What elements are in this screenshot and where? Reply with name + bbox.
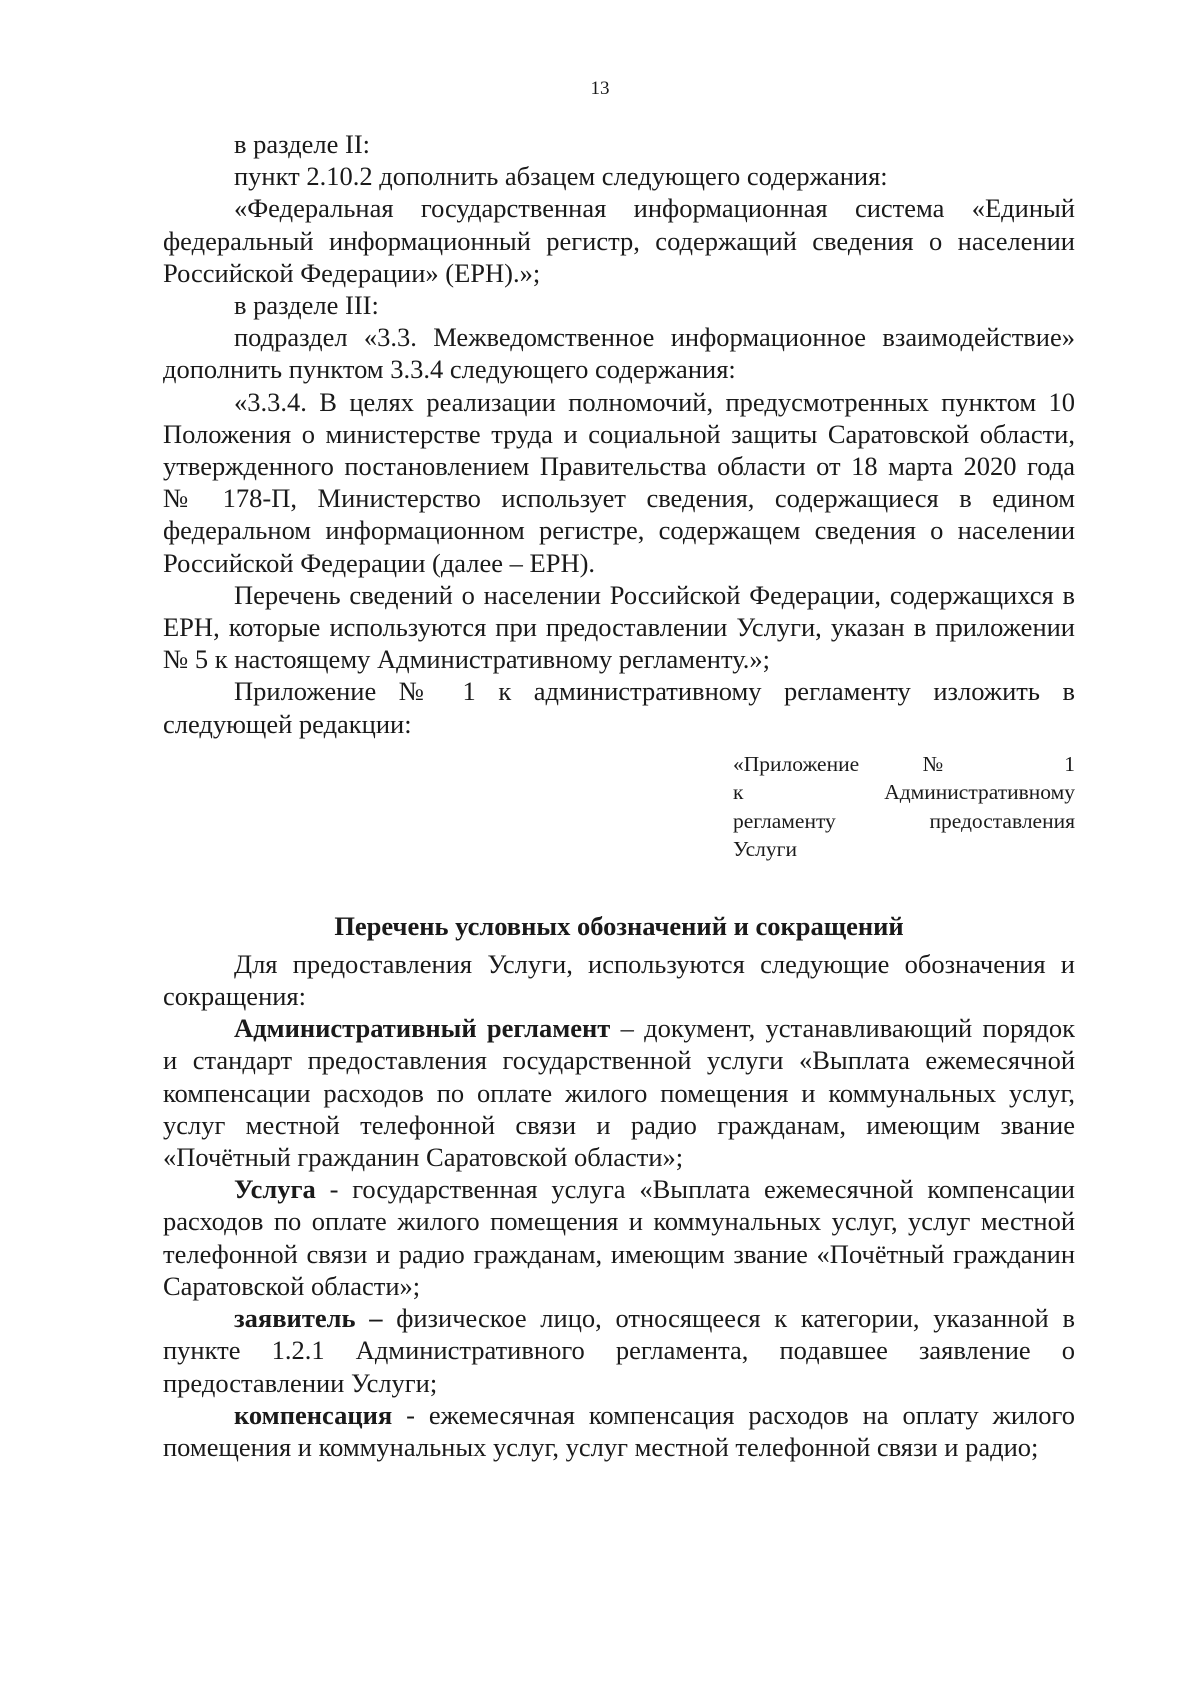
paragraph-intro: Для предоставления Услуги, используются следующие обозначения и сокращения: — [163, 948, 1075, 1012]
section-heading: Перечень условных обозначений и сокращений — [334, 910, 904, 941]
paragraph-item-3-3-4: «3.3.4. В целях реализации полномочий, предусмотренных пунктом 10 Положения о министерстве труда и социальной защиты Саратовской области, утвержденного постановлением Правительства области от 18 марта 2020 года № 178-П, Министерство использует сведения, содержащиеся в едином федеральном информационном регистре, содержащем сведения о населении Российской Федерации (далее – ЕРН). — [163, 386, 1075, 578]
document-body — [163, 128, 1075, 1463]
definition-text: – документ, устанавливающий порядок и стандарт предоставления государственной услуги «Выплата ежемесячной компенсации расходов по оплате жилого помещения и коммунальных услуг, услуг местной телефонной связи и радио гражданам, имеющим звание «Почётный гражданин Саратовской области»; — [163, 1013, 1075, 1173]
definition-applicant — [163, 1302, 1075, 1399]
annex-line-4: Услуги — [733, 837, 797, 862]
annex-line-3: регламенту предоставления — [733, 808, 1075, 833]
paragraph-ern-definition: «Федеральная государственная информационная система «Единый федеральный информационный регистр, содержащий сведения о населении Российской Федерации» (ЕРН).»; — [163, 193, 1075, 288]
definition-term: компенсация — [234, 1399, 393, 1430]
paragraph-annex-intro: Приложение № 1 к административному регламенту изложить в следующей редакции: — [163, 676, 1075, 739]
definition-text: - государственная услуга «Выплата ежемесячной компенсации расходов по оплате жилого помещения и коммунальных услуг, услуг местной телефонной связи и радио гражданам, имеющим звание «Почётный гражданин Саратовской области»; — [163, 1174, 1075, 1301]
paragraph-section-3: в разделе III: — [234, 290, 379, 321]
definition-text: физическое лицо, относящееся к категории, указанной в пункте 1.2.1 Административного регламента, подавшее заявление о предоставлении Услуги; — [163, 1303, 1075, 1398]
definition-term: Административный регламент — [234, 1013, 611, 1044]
definition-compensation — [163, 1399, 1075, 1463]
annex-line-1: «Приложение № 1 — [733, 751, 1075, 776]
annex-reference — [733, 750, 1075, 864]
definition-text: - ежемесячная компенсация расходов на оплату жилого помещения и коммунальных услуг, услуг местной телефонной связи и радио; — [163, 1399, 1075, 1462]
definition-service — [163, 1173, 1075, 1302]
definition-term: Услуга — [234, 1174, 316, 1205]
annex-line-2: к Административному — [733, 780, 1075, 805]
definition-term: заявитель – — [234, 1303, 383, 1334]
paragraph-item-2-10-2: пункт 2.10.2 дополнить абзацем следующего содержания: — [234, 161, 888, 192]
paragraph-subsection-3-3: подраздел «3.3. Межведомственное информационное взаимодействие» дополнить пунктом 3.3.4 следующего содержания: — [163, 322, 1075, 385]
definition-admin-regulation — [163, 1012, 1075, 1173]
page-number: 13 — [590, 78, 610, 99]
paragraph-ern-list: Перечень сведений о населении Российской Федерации, содержащихся в ЕРН, которые используются при предоставлении Услуги, указан в приложении № 5 к настоящему Административному регламенту.»; — [163, 579, 1075, 675]
paragraph-section-2: в разделе II: — [234, 129, 371, 159]
